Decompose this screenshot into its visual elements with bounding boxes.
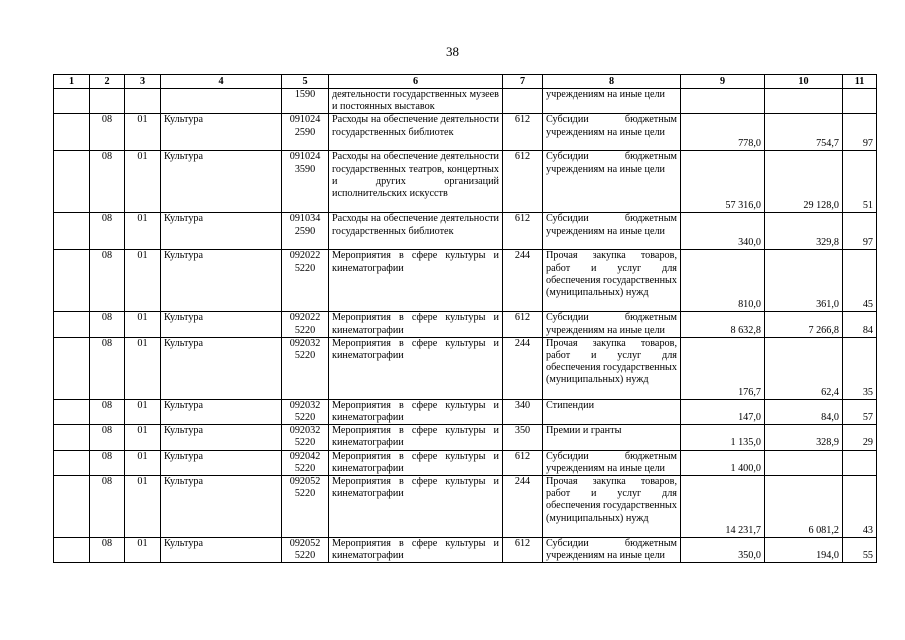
executed-amount xyxy=(765,450,843,475)
target-article-code: 092052 5220 xyxy=(282,538,329,563)
subsection-code: 01 xyxy=(125,312,161,337)
execution-percent: 97 xyxy=(843,114,877,151)
section-code: 08 xyxy=(90,538,125,563)
planned-amount: 176,7 xyxy=(681,337,765,399)
planned-amount: 147,0 xyxy=(681,399,765,424)
planned-amount: 350,0 xyxy=(681,538,765,563)
section-name: Культура xyxy=(161,450,282,475)
target-article-code: 092032 5220 xyxy=(282,399,329,424)
section-code: 08 xyxy=(90,250,125,312)
target-article-name: Мероприятия в сфере культуры и кинематографии xyxy=(329,337,503,399)
expense-type-name: Прочая закупка товаров, работ и услуг для обеспечения государственных (муниципальных) нужд xyxy=(543,337,681,399)
section-code: 08 xyxy=(90,213,125,250)
subsection-code: 01 xyxy=(125,213,161,250)
expense-type-name: Субсидии бюджетным учреждениям на иные цели xyxy=(543,538,681,563)
header-row xyxy=(54,75,877,89)
expense-type-code: 612 xyxy=(503,312,543,337)
row-number-cell xyxy=(54,337,90,399)
expense-type-name: Субсидии бюджетным учреждениям на иные цели xyxy=(543,450,681,475)
section-name: Культура xyxy=(161,476,282,538)
section-code: 08 xyxy=(90,399,125,424)
row-number-cell xyxy=(54,213,90,250)
planned-amount: 1 400,0 xyxy=(681,450,765,475)
table-row xyxy=(54,312,877,337)
target-article-name: Мероприятия в сфере культуры и кинематографии xyxy=(329,312,503,337)
target-article-code: 091034 2590 xyxy=(282,213,329,250)
subsection-code: 01 xyxy=(125,538,161,563)
row-number-cell xyxy=(54,114,90,151)
planned-amount: 57 316,0 xyxy=(681,151,765,213)
expense-type-name: Субсидии бюджетным учреждениям на иные цели xyxy=(543,114,681,151)
expense-type-name: Прочая закупка товаров, работ и услуг для обеспечения государственных (муниципальных) нужд xyxy=(543,250,681,312)
expense-type-code: 244 xyxy=(503,250,543,312)
expense-type-code: 244 xyxy=(503,337,543,399)
executed-amount: 328,9 xyxy=(765,425,843,450)
expense-type-name: Субсидии бюджетным учреждениям на иные цели xyxy=(543,151,681,213)
expense-type-code: 340 xyxy=(503,399,543,424)
expense-type-name: Стипендии xyxy=(543,399,681,424)
expense-type-code: 612 xyxy=(503,213,543,250)
execution-percent: 84 xyxy=(843,312,877,337)
execution-percent: 43 xyxy=(843,476,877,538)
expense-type-code xyxy=(503,89,543,114)
planned-amount: 1 135,0 xyxy=(681,425,765,450)
target-article-name: Расходы на обеспечение деятельности государственных театров, концертных и других организаций исполнительских искусств xyxy=(329,151,503,213)
table-row xyxy=(54,425,877,450)
column-header: 6 xyxy=(329,75,503,89)
execution-percent: 29 xyxy=(843,425,877,450)
subsection-code: 01 xyxy=(125,151,161,213)
execution-percent: 45 xyxy=(843,250,877,312)
target-article-name: Мероприятия в сфере культуры и кинематографии xyxy=(329,399,503,424)
execution-percent: 51 xyxy=(843,151,877,213)
expense-type-code: 350 xyxy=(503,425,543,450)
section-code: 08 xyxy=(90,425,125,450)
section-name: Культура xyxy=(161,425,282,450)
section-code xyxy=(90,89,125,114)
target-article-code: 092052 5220 xyxy=(282,476,329,538)
executed-amount: 29 128,0 xyxy=(765,151,843,213)
target-article-code: 092042 5220 xyxy=(282,450,329,475)
target-article-name: Мероприятия в сфере культуры и кинематографии xyxy=(329,538,503,563)
row-number-cell xyxy=(54,425,90,450)
target-article-code: 091024 2590 xyxy=(282,114,329,151)
target-article-code: 091024 3590 xyxy=(282,151,329,213)
expense-type-name: Субсидии бюджетным учреждениям на иные цели xyxy=(543,213,681,250)
column-header: 10 xyxy=(765,75,843,89)
expense-type-name: Субсидии бюджетным учреждениям на иные цели xyxy=(543,312,681,337)
column-header: 3 xyxy=(125,75,161,89)
expense-type-code: 612 xyxy=(503,151,543,213)
section-name: Культура xyxy=(161,312,282,337)
planned-amount: 810,0 xyxy=(681,250,765,312)
table-row xyxy=(54,250,877,312)
subsection-code: 01 xyxy=(125,450,161,475)
subsection-code: 01 xyxy=(125,399,161,424)
target-article-code: 092022 5220 xyxy=(282,250,329,312)
row-number-cell xyxy=(54,450,90,475)
expense-type-code: 244 xyxy=(503,476,543,538)
table-row xyxy=(54,114,877,151)
execution-percent: 35 xyxy=(843,337,877,399)
expense-type-name: Премии и гранты xyxy=(543,425,681,450)
executed-amount: 754,7 xyxy=(765,114,843,151)
column-header: 2 xyxy=(90,75,125,89)
row-number-cell xyxy=(54,151,90,213)
target-article-name: Мероприятия в сфере культуры и кинематографии xyxy=(329,425,503,450)
executed-amount: 361,0 xyxy=(765,250,843,312)
section-name: Культура xyxy=(161,213,282,250)
execution-percent xyxy=(843,450,877,475)
table-row xyxy=(54,450,877,475)
expense-type-name: учреждениям на иные цели xyxy=(543,89,681,114)
row-number-cell xyxy=(54,250,90,312)
target-article-code: 092022 5220 xyxy=(282,312,329,337)
expense-type-code: 612 xyxy=(503,114,543,151)
expense-type-code: 612 xyxy=(503,538,543,563)
subsection-code: 01 xyxy=(125,337,161,399)
target-article-name: Расходы на обеспечение деятельности государственных библиотек xyxy=(329,114,503,151)
section-name: Культура xyxy=(161,337,282,399)
row-number-cell xyxy=(54,538,90,563)
table-row xyxy=(54,213,877,250)
section-name xyxy=(161,89,282,114)
budget-table xyxy=(53,74,877,563)
section-code: 08 xyxy=(90,312,125,337)
section-code: 08 xyxy=(90,476,125,538)
target-article-name: Мероприятия в сфере культуры и кинематографии xyxy=(329,450,503,475)
subsection-code: 01 xyxy=(125,425,161,450)
executed-amount: 329,8 xyxy=(765,213,843,250)
executed-amount: 62,4 xyxy=(765,337,843,399)
section-name: Культура xyxy=(161,538,282,563)
table-row xyxy=(54,538,877,563)
section-code: 08 xyxy=(90,450,125,475)
planned-amount: 14 231,7 xyxy=(681,476,765,538)
planned-amount: 778,0 xyxy=(681,114,765,151)
column-header: 9 xyxy=(681,75,765,89)
section-name: Культура xyxy=(161,399,282,424)
table-row xyxy=(54,476,877,538)
row-number-cell xyxy=(54,312,90,337)
table-row xyxy=(54,89,877,114)
target-article-name: Мероприятия в сфере культуры и кинематографии xyxy=(329,250,503,312)
column-header: 1 xyxy=(54,75,90,89)
section-code: 08 xyxy=(90,114,125,151)
planned-amount: 340,0 xyxy=(681,213,765,250)
execution-percent: 55 xyxy=(843,538,877,563)
section-code: 08 xyxy=(90,337,125,399)
planned-amount xyxy=(681,89,765,114)
subsection-code: 01 xyxy=(125,250,161,312)
subsection-code xyxy=(125,89,161,114)
table-row xyxy=(54,337,877,399)
section-name: Культура xyxy=(161,114,282,151)
executed-amount: 194,0 xyxy=(765,538,843,563)
executed-amount: 7 266,8 xyxy=(765,312,843,337)
target-article-code: 092032 5220 xyxy=(282,337,329,399)
execution-percent: 57 xyxy=(843,399,877,424)
table-row xyxy=(54,399,877,424)
section-name: Культура xyxy=(161,250,282,312)
target-article-name: Мероприятия в сфере культуры и кинематографии xyxy=(329,476,503,538)
column-header: 11 xyxy=(843,75,877,89)
table-row xyxy=(54,151,877,213)
column-header: 8 xyxy=(543,75,681,89)
execution-percent: 97 xyxy=(843,213,877,250)
target-article-name: деятельности государственных музеев и постоянных выставок xyxy=(329,89,503,114)
subsection-code: 01 xyxy=(125,114,161,151)
row-number-cell xyxy=(54,476,90,538)
row-number-cell xyxy=(54,399,90,424)
page-number: 38 xyxy=(446,44,459,59)
section-name: Культура xyxy=(161,151,282,213)
column-header: 5 xyxy=(282,75,329,89)
executed-amount xyxy=(765,89,843,114)
subsection-code: 01 xyxy=(125,476,161,538)
target-article-name: Расходы на обеспечение деятельности государственных библиотек xyxy=(329,213,503,250)
target-article-code: 092032 5220 xyxy=(282,425,329,450)
column-header: 7 xyxy=(503,75,543,89)
executed-amount: 84,0 xyxy=(765,399,843,424)
executed-amount: 6 081,2 xyxy=(765,476,843,538)
section-code: 08 xyxy=(90,151,125,213)
column-header: 4 xyxy=(161,75,282,89)
row-number-cell xyxy=(54,89,90,114)
target-article-code: 1590 xyxy=(282,89,329,114)
expense-type-name: Прочая закупка товаров, работ и услуг для обеспечения государственных (муниципальных) нужд xyxy=(543,476,681,538)
execution-percent xyxy=(843,89,877,114)
planned-amount: 8 632,8 xyxy=(681,312,765,337)
expense-type-code: 612 xyxy=(503,450,543,475)
